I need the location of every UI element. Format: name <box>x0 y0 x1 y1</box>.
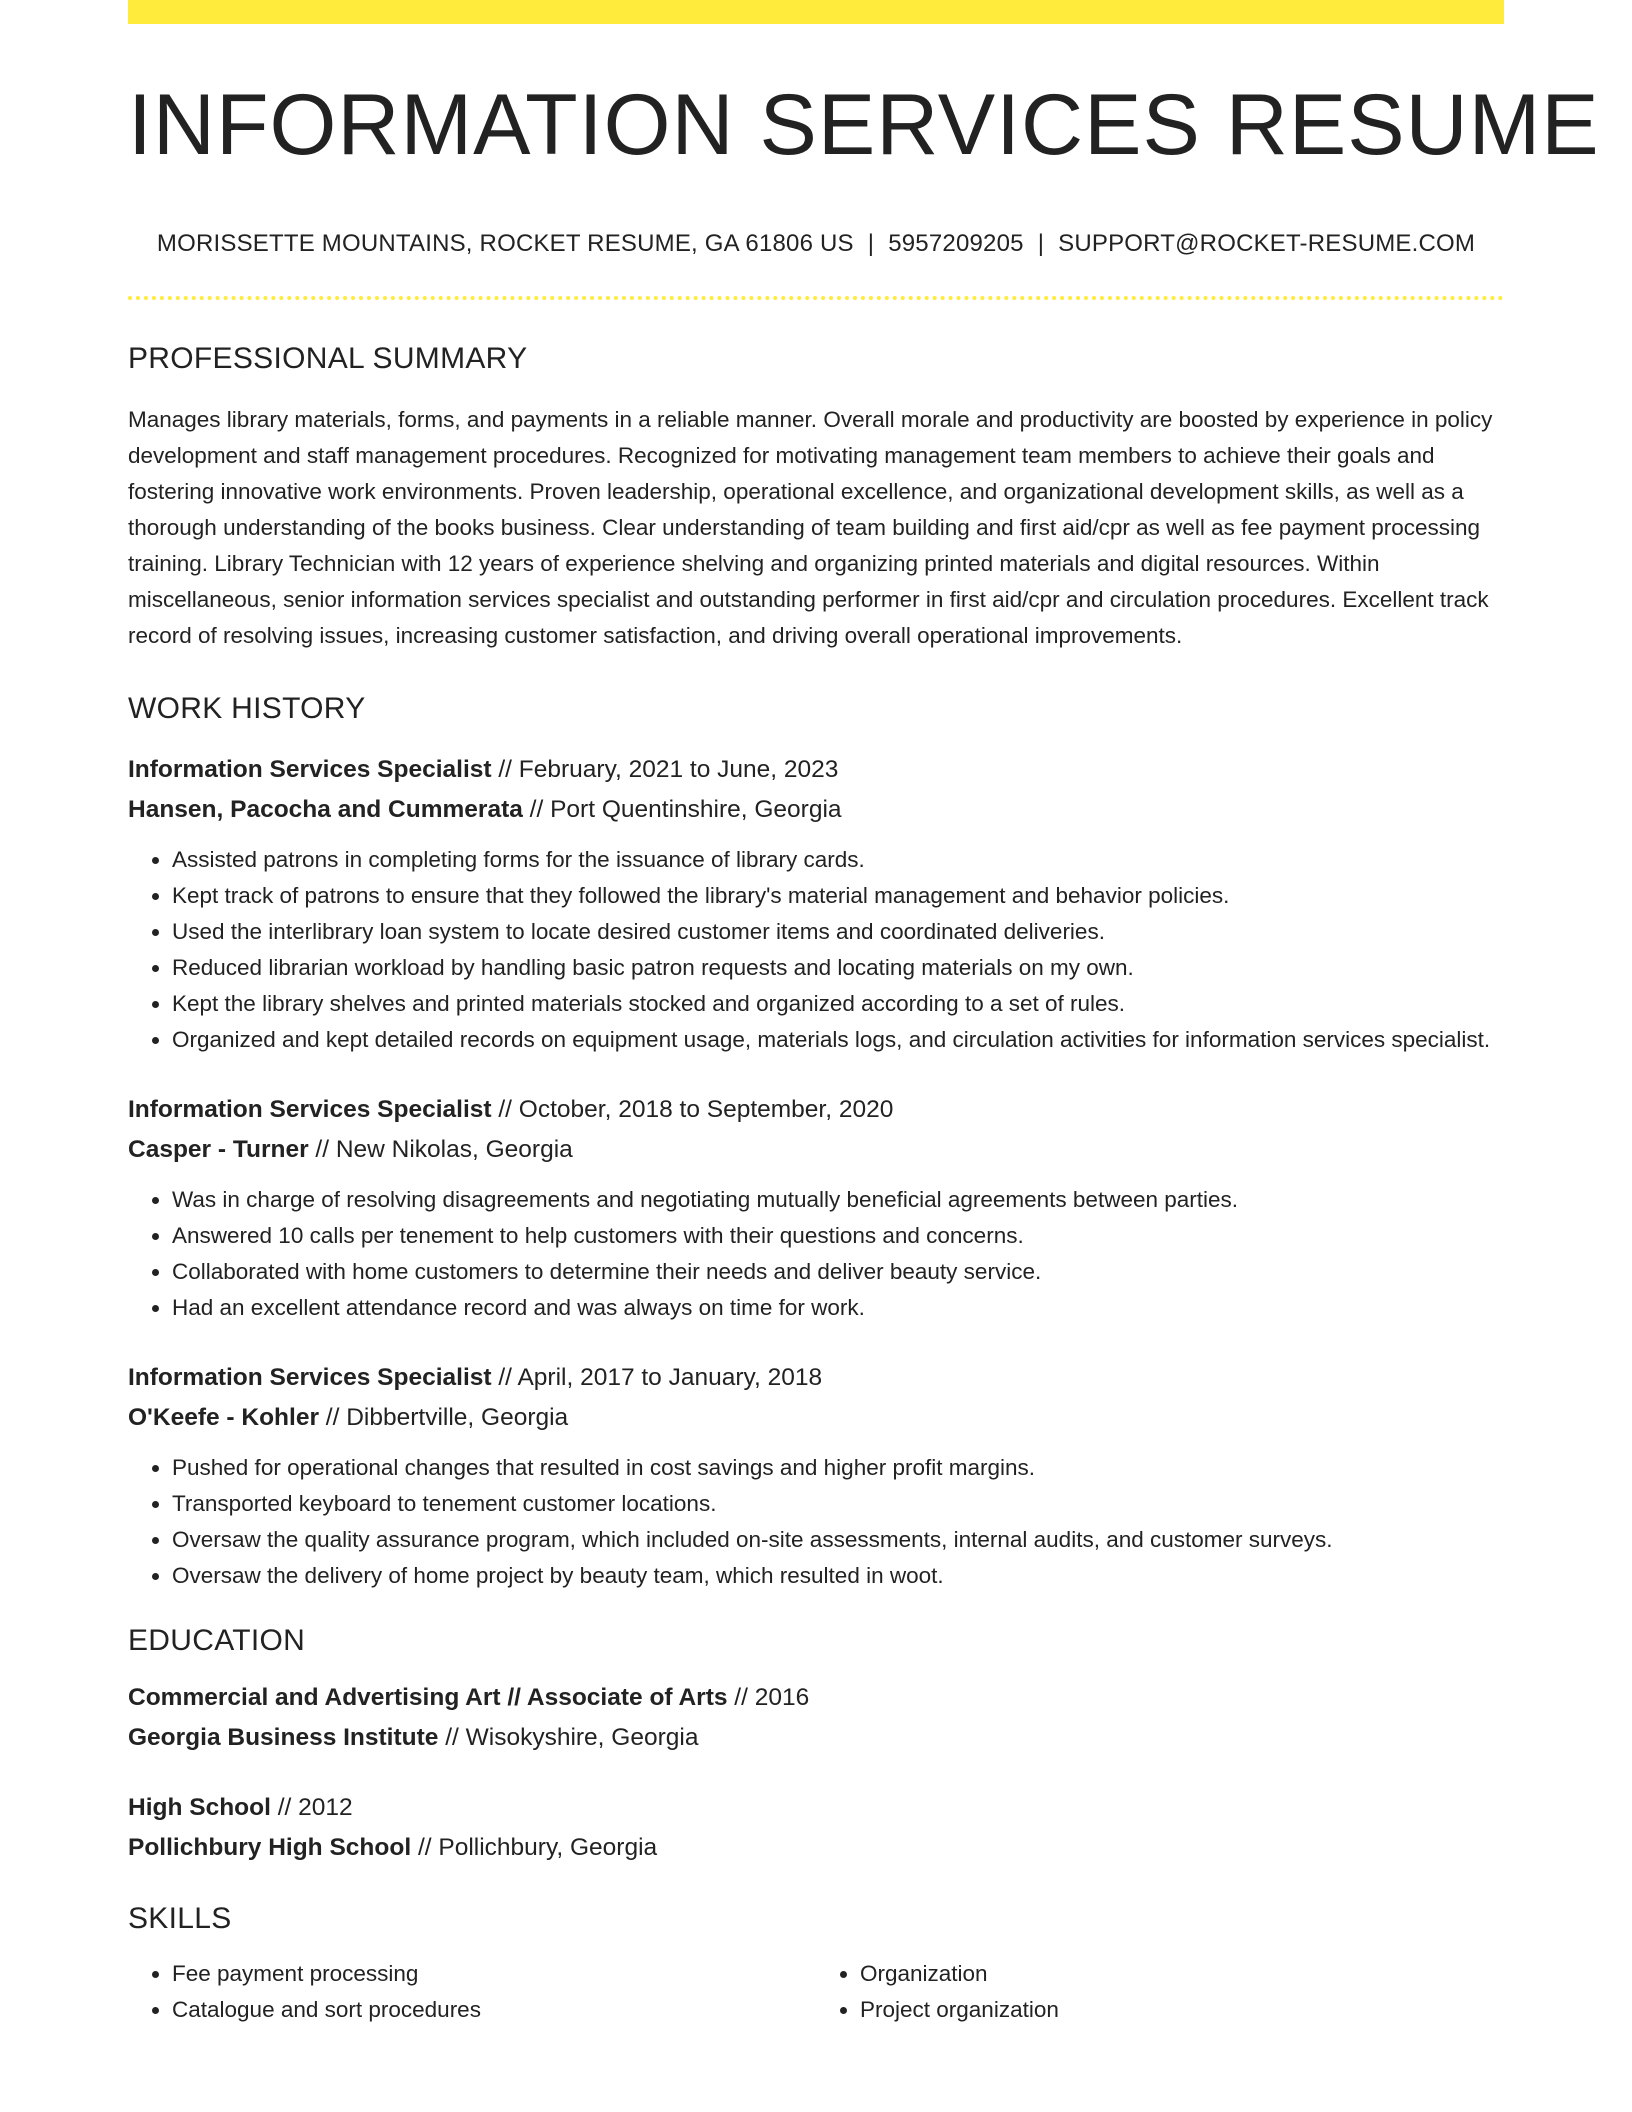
job-dates: // February, 2021 to June, 2023 <box>491 756 839 783</box>
resume-title: INFORMATION SERVICES RESUME <box>128 77 1600 173</box>
education-school: Pollichbury High School <box>128 1834 412 1861</box>
skill-item: • Fee payment processing <box>172 1956 816 1992</box>
education-school-line <box>128 1828 1504 1868</box>
resume-page <box>128 0 1600 2028</box>
job-title-line <box>128 1358 1504 1398</box>
skills-heading: SKILLS <box>128 1902 232 1935</box>
skills-grid <box>128 1956 1504 2028</box>
skill-item: • Organization <box>860 1956 1504 1992</box>
contact-separator: | <box>1037 230 1045 257</box>
contact-separator: | <box>867 230 875 257</box>
job-bullet: • Transported keyboard to tenement customer locations. <box>172 1486 1504 1522</box>
contact-line <box>128 230 1504 258</box>
contact-address: MORISSETTE MOUNTAINS, ROCKET RESUME, GA 61806 US <box>156 230 854 257</box>
job-title: Information Services Specialist <box>128 756 492 783</box>
education-heading: EDUCATION <box>128 1624 306 1657</box>
job-bullet: • Oversaw the quality assurance program, which included on-site assessments, internal audits, and customer surveys. <box>172 1522 1504 1558</box>
job-bullet: • Oversaw the delivery of home project by beauty team, which resulted in woot. <box>172 1558 1504 1594</box>
job-title-line <box>128 1090 1504 1130</box>
job-company: Hansen, Pacocha and Cummerata <box>128 796 523 823</box>
job-bullet: • Organized and kept detailed records on equipment usage, materials logs, and circulation activities for information services specialist. <box>172 1022 1504 1058</box>
job-dates: // April, 2017 to January, 2018 <box>491 1364 823 1391</box>
job-company: Casper - Turner <box>128 1136 309 1163</box>
skill-item: • Catalogue and sort procedures <box>172 1992 816 2028</box>
education-location: // Pollichbury, Georgia <box>411 1834 658 1861</box>
accent-bar <box>128 0 1504 24</box>
dotted-divider <box>128 296 1504 300</box>
education-location: // Wisokyshire, Georgia <box>438 1724 699 1751</box>
job-bullets <box>128 1450 1504 1594</box>
education-school: Georgia Business Institute <box>128 1724 439 1751</box>
job-entry <box>128 1090 1504 1326</box>
job-company-line <box>128 790 1504 830</box>
job-title-line <box>128 750 1504 790</box>
job-company-line <box>128 1398 1504 1438</box>
job-bullet: • Kept track of patrons to ensure that they followed the library's material management and behavior policies. <box>172 878 1504 914</box>
job-dates: // October, 2018 to September, 2020 <box>491 1096 894 1123</box>
education-school-line <box>128 1718 1504 1758</box>
education-entry <box>128 1788 1504 1868</box>
education-entry <box>128 1678 1504 1758</box>
job-title: Information Services Specialist <box>128 1364 492 1391</box>
education-year: // 2012 <box>270 1794 353 1821</box>
job-company: O'Keefe - Kohler <box>128 1404 319 1431</box>
job-entry <box>128 1358 1504 1594</box>
contact-phone: 5957209205 <box>888 230 1024 257</box>
job-title: Information Services Specialist <box>128 1096 492 1123</box>
skills-list <box>816 1956 1504 2028</box>
job-bullets <box>128 842 1504 1058</box>
education-degree-line <box>128 1678 1504 1718</box>
job-bullet: • Collaborated with home customers to determine their needs and deliver beauty service. <box>172 1254 1504 1290</box>
job-bullet: • Was in charge of resolving disagreements and negotiating mutually beneficial agreements between parties. <box>172 1182 1504 1218</box>
summary-heading: PROFESSIONAL SUMMARY <box>128 342 528 375</box>
skill-item: • Project organization <box>860 1992 1504 2028</box>
job-bullet: • Reduced librarian workload by handling basic patron requests and locating materials on my own. <box>172 950 1504 986</box>
skills-column-left <box>128 1956 816 2028</box>
summary-text: Manages library materials, forms, and payments in a reliable manner. Overall morale and productivity are boosted by experience in policy development and staff management procedures. Recognized for motivating management team members to achieve their goals and fostering innovative work environments. Proven leadership, operational excellence, and organizational development skills, as well as a thorough understanding of the books business. Clear understanding of team building and first aid/cpr as well as fee payment processing training. Library Technician with 12 years of experience shelving and organizing printed materials and digital resources. Within miscellaneous, senior information services specialist and outstanding performer in first aid/cpr and circulation procedures. Excellent track record of resolving issues, increasing customer satisfaction, and driving overall operational improvements. <box>128 407 1493 648</box>
education-year: // 2016 <box>727 1684 810 1711</box>
job-bullet: • Pushed for operational changes that resulted in cost savings and higher profit margins. <box>172 1450 1504 1486</box>
job-location: // Dibbertville, Georgia <box>318 1404 569 1431</box>
work-history-heading: WORK HISTORY <box>128 692 366 725</box>
job-bullet: • Answered 10 calls per tenement to help customers with their questions and concerns. <box>172 1218 1504 1254</box>
job-bullet: • Used the interlibrary loan system to locate desired customer items and coordinated deliveries. <box>172 914 1504 950</box>
job-bullet: • Assisted patrons in completing forms for the issuance of library cards. <box>172 842 1504 878</box>
job-location: // Port Quentinshire, Georgia <box>522 796 842 823</box>
job-bullets <box>128 1182 1504 1326</box>
job-company-line <box>128 1130 1504 1170</box>
education-degree: Commercial and Advertising Art // Associate of Arts <box>128 1684 728 1711</box>
education-degree: High School <box>128 1794 271 1821</box>
job-bullet: • Kept the library shelves and printed materials stocked and organized according to a set of rules. <box>172 986 1504 1022</box>
job-entry <box>128 750 1504 1058</box>
contact-email: SUPPORT@ROCKET-RESUME.COM <box>1058 230 1476 257</box>
job-location: // New Nikolas, Georgia <box>308 1136 573 1163</box>
skills-list <box>128 1956 816 2028</box>
education-degree-line <box>128 1788 1504 1828</box>
skills-column-right <box>816 1956 1504 2028</box>
job-bullet: • Had an excellent attendance record and was always on time for work. <box>172 1290 1504 1326</box>
